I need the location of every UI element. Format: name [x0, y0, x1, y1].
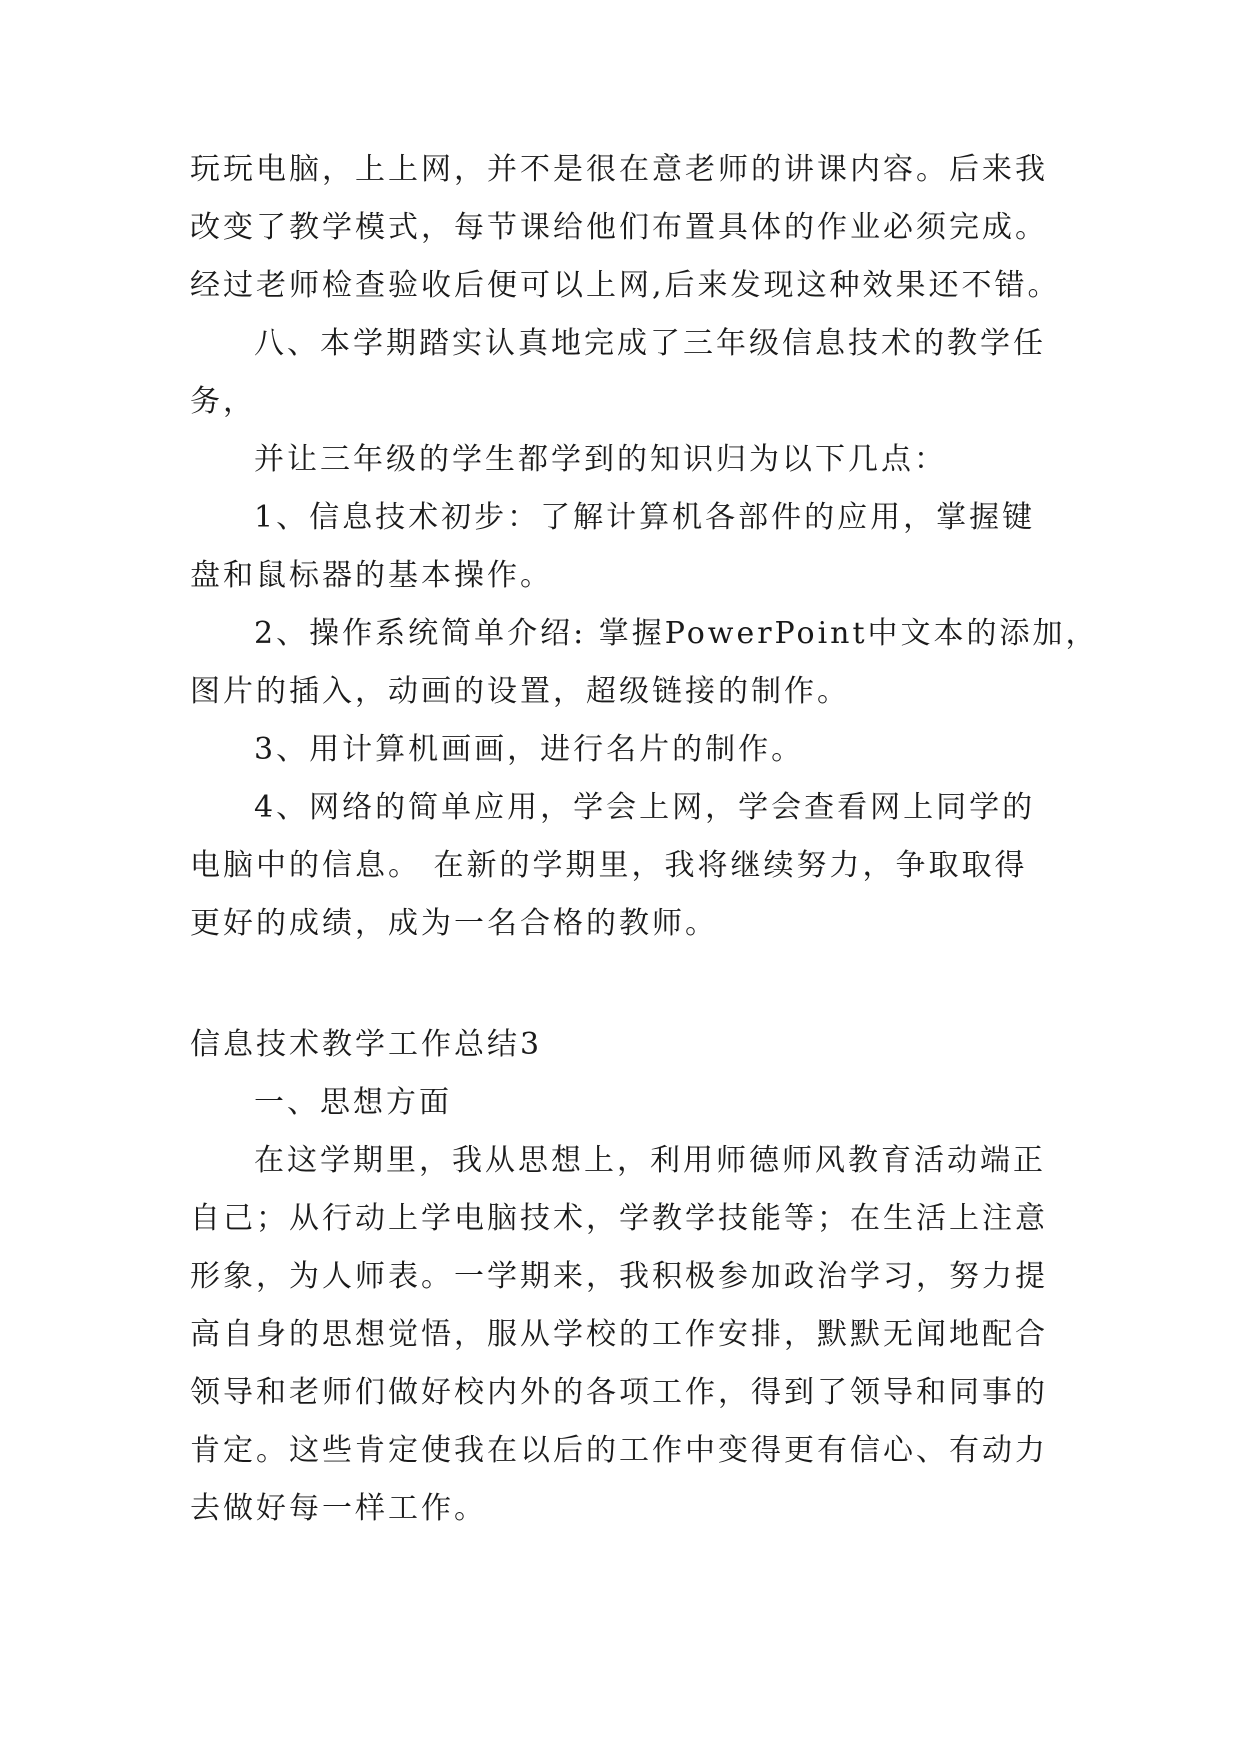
- list-item-line: 1、信息技术初步：了解计算机各部件的应用，掌握键: [254, 500, 1036, 535]
- paragraph-line: 经过老师检查验收后便可以上网,后来发现这种效果还不错。: [190, 268, 1061, 303]
- list-item-line: 更好的成绩，成为一名合格的教师。: [190, 906, 718, 941]
- paragraph-line: 在这学期里，我从思想上，利用师德师风教育活动端正: [254, 1143, 1046, 1178]
- list-item-line: 4、网络的简单应用，学会上网，学会查看网上同学的: [254, 790, 1036, 825]
- paragraph-line: 领导和老师们做好校内外的各项工作，得到了领导和同事的: [190, 1375, 1048, 1410]
- paragraph-line: 形象，为人师表。一学期来，我积极参加政治学习，努力提: [190, 1259, 1048, 1294]
- section-title: 信息技术教学工作总结3: [190, 1027, 543, 1062]
- paragraph-line: 八、本学期踏实认真地完成了三年级信息技术的教学任: [254, 326, 1046, 361]
- paragraph-line: 自己；从行动上学电脑技术，学教学技能等；在生活上注意: [190, 1201, 1048, 1236]
- list-item-line: 3、用计算机画画，进行名片的制作。: [254, 732, 805, 767]
- paragraph-line: 去做好每一样工作。: [190, 1491, 487, 1526]
- paragraph-line: 高自身的思想觉悟，服从学校的工作安排，默默无闻地配合: [190, 1317, 1048, 1352]
- paragraph-line: 务，: [190, 384, 256, 419]
- paragraph-line: 并让三年级的学生都学到的知识归为以下几点：: [254, 442, 947, 477]
- section-heading: 一、思想方面: [254, 1085, 452, 1120]
- list-item-line: 电脑中的信息。 在新的学期里，我将继续努力，争取取得: [190, 848, 1028, 883]
- paragraph-line: 肯定。这些肯定使我在以后的工作中变得更有信心、有动力: [190, 1433, 1048, 1468]
- list-item-line: 2、操作系统简单介绍: 掌握PowerPoint中文本的添加，: [254, 616, 1099, 651]
- list-item-line: 盘和鼠标器的基本操作。: [190, 558, 553, 593]
- list-item-line: 图片的插入，动画的设置，超级链接的制作。: [190, 674, 850, 709]
- paragraph-line: 玩玩电脑，上上网，并不是很在意老师的讲课内容。后来我: [190, 152, 1048, 187]
- paragraph-line: 改变了教学模式，每节课给他们布置具体的作业必须完成。: [190, 210, 1048, 245]
